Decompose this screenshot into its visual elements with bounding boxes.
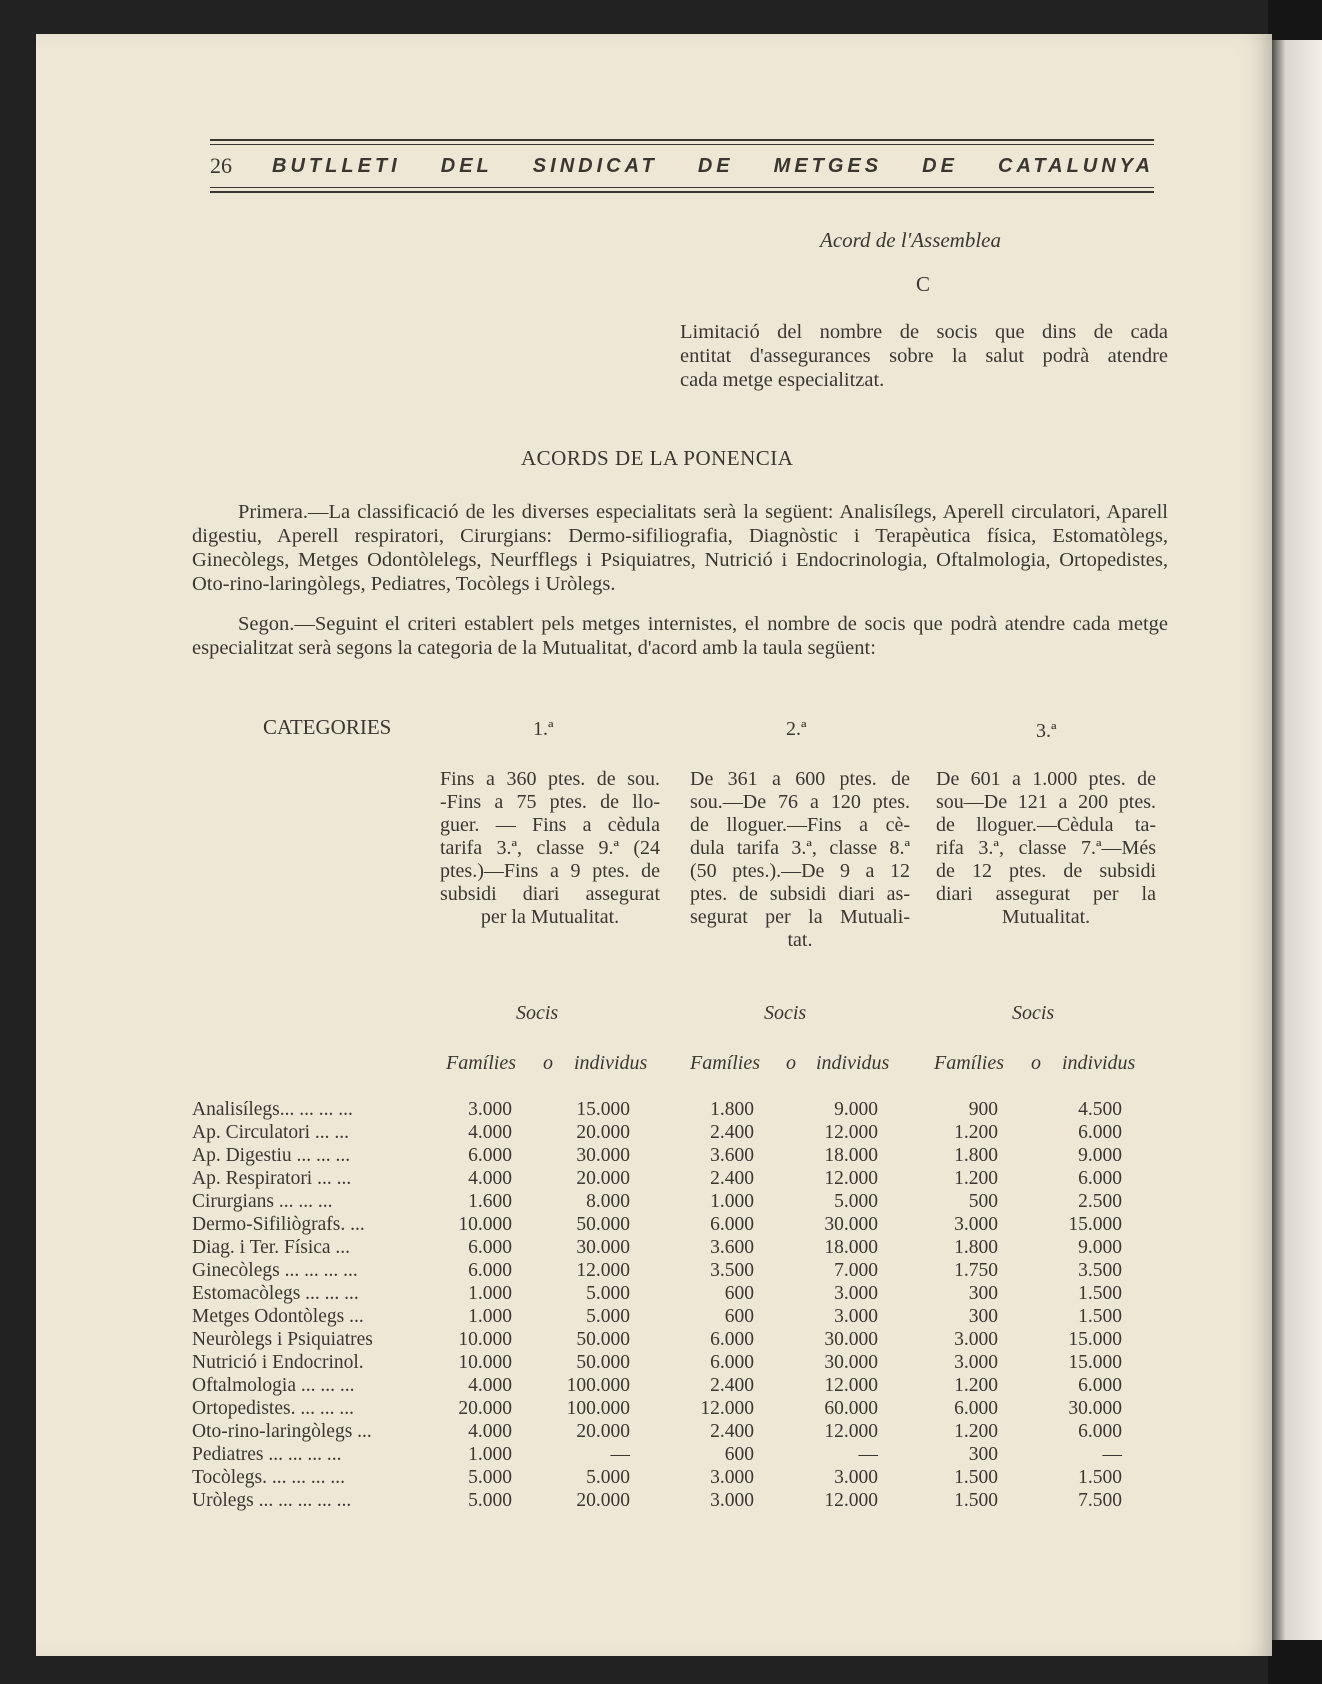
- category-desc-line: de lloguer.—Fins a cè-: [690, 814, 910, 836]
- table-cell-value: 3.000: [954, 1352, 998, 1373]
- table-cell-value: 1.200: [954, 1421, 998, 1442]
- table-cell-value: 6.000: [710, 1352, 754, 1373]
- table-row: [192, 1167, 1122, 1190]
- table-row: [192, 1259, 1122, 1282]
- table-row: [192, 1144, 1122, 1167]
- table-cell-value: 2.400: [710, 1375, 754, 1396]
- table-cell-value: 6.000: [954, 1398, 998, 1419]
- table-cell-value: 6.000: [468, 1237, 512, 1258]
- table-cell-value: 15.000: [576, 1099, 630, 1120]
- table-cell-value: 1.000: [468, 1444, 512, 1465]
- table-cell-value: 2.400: [710, 1168, 754, 1189]
- table-cell-value: 2.400: [710, 1421, 754, 1442]
- socis-heading: Socis: [516, 1002, 559, 1024]
- table-cell-value: 7.000: [834, 1260, 878, 1281]
- table-cell-value: 1.500: [1078, 1306, 1122, 1327]
- category-description: [440, 768, 660, 929]
- table-cell-value: 4.000: [468, 1375, 512, 1396]
- category-desc-line: de 12 ptes. de subsidi: [936, 860, 1156, 882]
- table-cell-value: 1.200: [954, 1168, 998, 1189]
- category-desc-line: Mutualitat.: [1001, 906, 1091, 928]
- table-cell-value: 10.000: [458, 1214, 512, 1235]
- table-cell-value: —: [858, 1444, 878, 1465]
- table-cell-value: 50.000: [576, 1352, 630, 1373]
- families-heading: Famílies: [446, 1052, 516, 1074]
- header-rule-top: [210, 139, 1154, 141]
- or-heading: o: [543, 1052, 553, 1074]
- table-cell-value: 10.000: [458, 1329, 512, 1350]
- table-cell-value: 3.600: [710, 1145, 754, 1166]
- table-cell-value: 3.500: [1078, 1260, 1122, 1281]
- table-cell-value: 4.000: [468, 1122, 512, 1143]
- table-cell-value: 300: [968, 1306, 998, 1327]
- specialty-label: Nutrició i Endocrinol.: [192, 1352, 364, 1373]
- table-cell-value: —: [1102, 1444, 1122, 1465]
- table-cell-value: 600: [724, 1283, 754, 1304]
- table-cell-value: 1.500: [954, 1467, 998, 1488]
- table-cell-value: 1.200: [954, 1122, 998, 1143]
- category-desc-line: diari assegurat per la: [936, 883, 1156, 905]
- table-cell-value: 60.000: [824, 1398, 878, 1419]
- table-cell-value: 600: [724, 1306, 754, 1327]
- table-row: [192, 1328, 1122, 1351]
- category-desc-line: guer. — Fins a cèdula: [440, 814, 660, 836]
- category-desc-line: De 361 a 600 ptes. de: [690, 768, 910, 790]
- table-row: [192, 1374, 1122, 1397]
- table-cell-value: 100.000: [566, 1375, 630, 1396]
- table-cell-value: 4.500: [1078, 1099, 1122, 1120]
- category-desc-line: De 601 a 1.000 ptes. de: [936, 768, 1156, 790]
- category-description: [936, 768, 1156, 929]
- table-cell-value: 9.000: [834, 1099, 878, 1120]
- specialty-label: Oto-rino-laringòlegs ...: [192, 1421, 372, 1442]
- table-cell-value: 12.000: [824, 1122, 878, 1143]
- specialty-label: Ortopedistes. ... ... ...: [192, 1398, 354, 1419]
- table-cell-value: 4.000: [468, 1421, 512, 1442]
- specialty-label: Ginecòlegs ... ... ... ...: [192, 1260, 358, 1281]
- category-desc-line: Fins a 360 ptes. de sou.: [440, 768, 660, 790]
- table-cell-value: 18.000: [824, 1145, 878, 1166]
- table-cell-value: 20.000: [576, 1122, 630, 1143]
- socis-heading: Socis: [764, 1002, 807, 1024]
- specialty-label: Ap. Digestiu ... ... ...: [192, 1145, 351, 1166]
- assembly-text-line: Limitació del nombre de socis que dins de cada: [680, 321, 1168, 343]
- category-desc-line: de lloguer.—Cèdula ta-: [936, 814, 1156, 836]
- table-cell-value: 12.000: [824, 1490, 878, 1511]
- table-cell-value: 8.000: [586, 1191, 630, 1212]
- table-cell-value: 1.500: [1078, 1283, 1122, 1304]
- families-heading: Famílies: [934, 1052, 1004, 1074]
- socis-heading: Socis: [1012, 1002, 1055, 1024]
- or-heading: o: [786, 1052, 796, 1074]
- table-cell-value: 6.000: [468, 1260, 512, 1281]
- table-cell-value: 2.500: [1078, 1191, 1122, 1212]
- table-cell-value: 6.000: [1078, 1375, 1122, 1396]
- category-desc-line: ptes.)—Fins a 9 ptes. de: [440, 860, 660, 882]
- header-word: DE: [697, 154, 734, 177]
- table-cell-value: 12.000: [824, 1375, 878, 1396]
- table-cell-value: 6.000: [1078, 1421, 1122, 1442]
- page-number: 26: [210, 153, 232, 178]
- table-cell-value: 30.000: [576, 1145, 630, 1166]
- header-rule-top-thin: [210, 144, 1154, 145]
- or-heading: o: [1031, 1052, 1041, 1074]
- category-desc-line: sou.—De 76 a 120 ptes.: [690, 791, 910, 813]
- header-word: METGES: [773, 154, 883, 177]
- category-heading: 3.ª: [1036, 720, 1057, 742]
- table-cell-value: 9.000: [1078, 1145, 1122, 1166]
- table-cell-value: 20.000: [576, 1421, 630, 1442]
- table-row: [192, 1489, 1122, 1512]
- table-cell-value: 12.000: [824, 1421, 878, 1442]
- table-cell-value: 30.000: [824, 1329, 878, 1350]
- section-title: ACORDS DE LA PONENCIA: [521, 446, 794, 470]
- category-desc-line: tat.: [787, 929, 813, 951]
- table-cell-value: 50.000: [576, 1329, 630, 1350]
- specialty-label: Oftalmologia ... ... ...: [192, 1375, 355, 1396]
- category-desc-line: -Fins a 75 ptes. de llo-: [440, 791, 660, 813]
- table-cell-value: 3.000: [710, 1490, 754, 1511]
- category-heading: 1.ª: [533, 718, 554, 740]
- specialty-label: Pediatres ... ... ... ...: [192, 1444, 342, 1465]
- table-cell-value: 6.000: [1078, 1122, 1122, 1143]
- table-cell-value: 1.800: [954, 1237, 998, 1258]
- category-description: [690, 768, 910, 952]
- specialty-label: Analisílegs... ... ... ...: [192, 1099, 353, 1120]
- table-row: [192, 1443, 1122, 1466]
- table-cell-value: 3.500: [710, 1260, 754, 1281]
- table-cell-value: 3.000: [954, 1329, 998, 1350]
- specialty-label: Ap. Respiratori ... ...: [192, 1168, 352, 1189]
- table-cell-value: 5.000: [586, 1306, 630, 1327]
- individuals-heading: individus: [574, 1052, 648, 1074]
- assembly-title: Acord de l'Assemblea: [820, 228, 1002, 252]
- table-cell-value: 300: [968, 1444, 998, 1465]
- table-cell-value: 1.500: [1078, 1467, 1122, 1488]
- table-cell-value: 600: [724, 1444, 754, 1465]
- table-cell-value: 15.000: [1068, 1214, 1122, 1235]
- specialty-label: Dermo-Sifiliògrafs. ...: [192, 1214, 365, 1235]
- table-cell-value: 5.000: [586, 1283, 630, 1304]
- assembly-letter: C: [916, 272, 931, 296]
- category-desc-line: per la Mutualitat.: [480, 906, 620, 928]
- paragraph-primera: Primera.—La classificació de les diverses especialitats serà la següent: Analisílegs, Aperell circulatori, Aparell digestiu, Aperell respiratori, Cirurgians: Dermo-sifiliografia, Diagnòstic i Terapèutica física, Estomatòlegs, Ginecòlegs, Metges Odontòlelegs, Neurfflegs i Psiquiatres, Nutrició i Endocrinologia, Oftalmologia, Ortopedistes, Oto-rino-laringòlegs, Pediatres, Tocòlegs i Uròlegs.: [192, 501, 1168, 595]
- table-row: [192, 1420, 1122, 1443]
- specialty-label: Metges Odontòlegs ...: [192, 1306, 364, 1327]
- table-row: [192, 1466, 1122, 1489]
- table-cell-value: 12.000: [576, 1260, 630, 1281]
- table-cell-value: 6.000: [710, 1329, 754, 1350]
- header-word: DE: [922, 154, 958, 177]
- categories-label: CATEGORIES: [263, 715, 392, 739]
- specialty-label: Ap. Circulatori ... ...: [192, 1122, 350, 1143]
- table-cell-value: 3.000: [468, 1099, 512, 1120]
- table-cell-value: 7.500: [1078, 1490, 1122, 1511]
- families-heading: Famílies: [690, 1052, 760, 1074]
- specialty-label: Cirurgians ... ... ...: [192, 1191, 333, 1212]
- header-rule-bottom-thin: [210, 187, 1154, 188]
- specialty-label: Estomacòlegs ... ... ...: [192, 1283, 359, 1304]
- specialty-label: Diag. i Ter. Física ...: [192, 1237, 351, 1258]
- table-cell-value: 5.000: [468, 1467, 512, 1488]
- table-row: [192, 1397, 1122, 1420]
- table-cell-value: 30.000: [824, 1352, 878, 1373]
- table-cell-value: —: [610, 1444, 630, 1465]
- category-desc-line: ptes. de subsidi diari as-: [690, 883, 910, 905]
- table-cell-value: 9.000: [1078, 1237, 1122, 1258]
- table-cell-value: 1.200: [954, 1375, 998, 1396]
- table-cell-value: 6.000: [710, 1214, 754, 1235]
- table-row: [192, 1305, 1122, 1328]
- table-cell-value: 300: [968, 1283, 998, 1304]
- table-cell-value: 12.000: [700, 1398, 754, 1419]
- table-cell-value: 1.800: [954, 1145, 998, 1166]
- header-word: CATALUNYA: [998, 154, 1154, 177]
- specialty-label: Tocòlegs. ... ... ... ...: [192, 1467, 345, 1488]
- individuals-heading: individus: [816, 1052, 890, 1074]
- table-cell-value: 5.000: [586, 1467, 630, 1488]
- table-cell-value: 1.750: [954, 1260, 998, 1281]
- table-cell-value: 10.000: [458, 1352, 512, 1373]
- table-cell-value: 1.500: [954, 1490, 998, 1511]
- table-row: [192, 1098, 1122, 1121]
- header-word: BUTLLETI: [272, 154, 401, 177]
- table-row: [192, 1190, 1122, 1213]
- header-rule-bottom: [210, 191, 1154, 193]
- paragraph-segon: Segon.—Seguint el criteri establert pels metges internistes, el nombre de socis que podrà atendre cada metge especialitzat serà segons la categoria de la Mutualitat, d'acord amb la taula següent:: [192, 613, 1168, 659]
- table-cell-value: 3.000: [834, 1306, 878, 1327]
- assembly-text-line: entitat d'assegurances sobre la salut podrà atendre: [680, 345, 1168, 367]
- table-cell-value: 15.000: [1068, 1329, 1122, 1350]
- table-cell-value: 3.600: [710, 1237, 754, 1258]
- table-cell-value: 50.000: [576, 1214, 630, 1235]
- table-cell-value: 18.000: [824, 1237, 878, 1258]
- category-desc-line: tarifa 3.ª, classe 9.ª (24: [440, 837, 660, 859]
- table-cell-value: 20.000: [458, 1398, 512, 1419]
- table-row: [192, 1213, 1122, 1236]
- table-cell-value: 3.000: [834, 1283, 878, 1304]
- table-cell-value: 6.000: [1078, 1168, 1122, 1189]
- table-cell-value: 1.800: [710, 1099, 754, 1120]
- table-cell-value: 4.000: [468, 1168, 512, 1189]
- table-row: [192, 1121, 1122, 1144]
- table-cell-value: 500: [968, 1191, 998, 1212]
- category-desc-line: dula tarifa 3.ª, classe 8.ª: [690, 837, 910, 859]
- table-cell-value: 1.600: [468, 1191, 512, 1212]
- table-cell-value: 20.000: [576, 1168, 630, 1189]
- table-cell-value: 5.000: [834, 1191, 878, 1212]
- table-cell-value: 3.000: [954, 1214, 998, 1235]
- header-word: SINDICAT: [532, 154, 658, 177]
- header-word: DEL: [440, 154, 493, 177]
- table-cell-value: 1.000: [468, 1306, 512, 1327]
- table-cell-value: 12.000: [824, 1168, 878, 1189]
- table-cell-value: 6.000: [468, 1145, 512, 1166]
- table-cell-value: 3.000: [710, 1467, 754, 1488]
- table-cell-value: 20.000: [576, 1490, 630, 1511]
- individuals-heading: individus: [1062, 1052, 1136, 1074]
- table-cell-value: 30.000: [824, 1214, 878, 1235]
- table-cell-value: 3.000: [834, 1467, 878, 1488]
- category-desc-line: (50 ptes.).—De 9 a 12: [690, 860, 910, 882]
- category-desc-line: subsidi diari assegurat: [440, 883, 660, 905]
- specialists-table: [192, 1098, 1122, 1512]
- table-cell-value: 900: [968, 1099, 998, 1120]
- category-desc-line: sou—De 121 a 200 ptes.: [936, 791, 1156, 813]
- table-row: [192, 1236, 1122, 1259]
- table-cell-value: 1.000: [468, 1283, 512, 1304]
- table-cell-value: 2.400: [710, 1122, 754, 1143]
- table-cell-value: 15.000: [1068, 1352, 1122, 1373]
- table-cell-value: 30.000: [576, 1237, 630, 1258]
- table-cell-value: 1.000: [710, 1191, 754, 1212]
- running-header: [210, 150, 1154, 182]
- table-cell-value: 5.000: [468, 1490, 512, 1511]
- category-heading: 2.ª: [786, 718, 807, 740]
- specialty-label: Neuròlegs i Psiquiatres: [192, 1329, 373, 1350]
- table-row: [192, 1351, 1122, 1374]
- category-desc-line: rifa 3.ª, classe 7.ª—Més: [936, 837, 1156, 859]
- table-cell-value: 30.000: [1068, 1398, 1122, 1419]
- table-row: [192, 1282, 1122, 1305]
- assembly-text-line: cada metge especialitzat.: [680, 369, 885, 391]
- category-desc-line: segurat per la Mutuali-: [690, 906, 910, 928]
- specialty-label: Uròlegs ... ... ... ... ...: [192, 1490, 352, 1511]
- table-cell-value: 100.000: [566, 1398, 630, 1419]
- adjacent-page-edge: [1270, 40, 1322, 1640]
